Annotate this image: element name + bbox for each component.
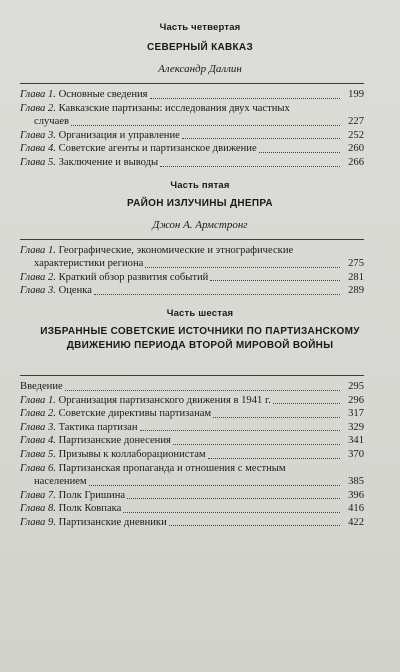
leader-dots xyxy=(210,280,340,281)
page-number: 416 xyxy=(348,503,364,515)
toc-entry[interactable] xyxy=(20,462,364,489)
leader-dots xyxy=(89,485,340,486)
toc-entry[interactable] xyxy=(20,448,364,462)
chapter-number: Глава 6. xyxy=(20,462,56,474)
leader-dots xyxy=(273,403,340,404)
leader-dots xyxy=(127,498,340,499)
chapter-title: Тактика партизан xyxy=(55,421,138,433)
chapter-title: Советские директивы партизанам xyxy=(55,408,212,420)
page-number: 341 xyxy=(348,435,364,447)
page-number: 296 xyxy=(348,394,364,406)
toc-list xyxy=(0,244,400,298)
page-number: 266 xyxy=(348,156,364,168)
leader-dots xyxy=(123,512,340,513)
part-author: Джон А. Армстронг xyxy=(152,218,248,231)
toc-entry[interactable] xyxy=(20,244,364,271)
toc-list xyxy=(0,88,400,170)
divider xyxy=(20,239,364,240)
chapter-number: Глава 2. xyxy=(20,408,56,420)
toc-entry[interactable] xyxy=(20,421,364,435)
leader-dots xyxy=(169,525,340,526)
toc-entry[interactable] xyxy=(20,434,364,448)
part-title: ИЗБРАННЫЕ СОВЕТСКИЕ ИСТОЧНИКИ ПО ПАРТИЗАНСКОМУ ДВИЖЕНИЮ ПЕРИОДА ВТОРОЙ МИРОВОЙ ВОЙНЫ xyxy=(40,325,360,351)
chapter-title: Полк Ковпака xyxy=(55,503,122,515)
page-number: 281 xyxy=(348,271,364,283)
page-number: 199 xyxy=(348,89,364,100)
chapter-title: Партизанские донесения xyxy=(55,435,171,447)
leader-dots xyxy=(150,98,340,99)
chapter-number: Глава 2. xyxy=(20,102,56,114)
leader-dots xyxy=(94,294,340,295)
chapter-number: Глава 3. xyxy=(20,129,56,141)
part-five-section xyxy=(0,180,400,298)
divider xyxy=(20,375,364,376)
toc-entry[interactable] xyxy=(20,129,364,143)
page-number: 396 xyxy=(348,489,364,501)
page-number: 317 xyxy=(348,408,364,420)
chapter-title: Партизанские дневники xyxy=(55,516,167,528)
chapter-number: Глава 7. xyxy=(20,489,56,501)
page-number: 289 xyxy=(348,285,364,297)
toc-list xyxy=(0,380,400,530)
page-number: 252 xyxy=(348,129,364,141)
part-author: Александр Даллин xyxy=(158,63,242,75)
chapter-number: Глава 5. xyxy=(20,448,56,460)
part-title: РАЙОН ИЗЛУЧИНЫ ДНЕПРА xyxy=(127,197,273,209)
toc-entry[interactable] xyxy=(20,284,364,298)
chapter-number: Глава 3. xyxy=(20,285,56,297)
chapter-title-continued: случаев xyxy=(34,116,70,128)
toc-entry[interactable] xyxy=(20,271,364,285)
leader-dots xyxy=(259,152,340,153)
chapter-number: Глава 5. xyxy=(20,156,56,168)
chapter-number: Глава 9. xyxy=(20,516,56,528)
chapter-title: Заключение и выводы xyxy=(55,156,159,168)
chapter-title: Введение xyxy=(20,380,63,392)
toc-entry[interactable] xyxy=(20,516,364,530)
leader-dots xyxy=(140,430,340,431)
leader-dots xyxy=(173,444,340,445)
part-label: Часть пятая xyxy=(170,179,230,191)
leader-dots xyxy=(213,417,340,418)
chapter-number: Глава 8. xyxy=(20,503,56,515)
chapter-number: Глава 1. xyxy=(20,89,56,100)
chapter-title: Краткий обзор развития событий xyxy=(55,271,209,283)
chapter-title: Организация партизанского движения в 1941 г. xyxy=(55,394,271,406)
toc-entry[interactable] xyxy=(20,142,364,156)
toc-entry[interactable] xyxy=(20,156,364,170)
leader-dots xyxy=(145,267,340,268)
chapter-title: Кавказские партизаны: исследования двух частных xyxy=(55,102,290,114)
chapter-title-continued: характеристики региона xyxy=(34,258,144,270)
toc-entry[interactable] xyxy=(20,102,364,129)
page-number: 370 xyxy=(348,448,364,460)
chapter-number: Глава 3. xyxy=(20,421,56,433)
part-four-section xyxy=(0,22,400,170)
part-six-section xyxy=(0,308,400,530)
toc-entry[interactable] xyxy=(20,88,364,102)
page-number: 422 xyxy=(348,516,364,528)
toc-entry[interactable] xyxy=(20,502,364,516)
chapter-title: Оценка xyxy=(55,285,92,297)
toc-entry[interactable] xyxy=(20,407,364,421)
chapter-title: Основные сведения xyxy=(55,89,148,100)
chapter-title: Партизанская пропаганда и отношения с местным xyxy=(55,462,286,474)
divider xyxy=(20,83,364,84)
page-number: 295 xyxy=(348,380,364,392)
chapter-number: Глава 4. xyxy=(20,143,56,155)
page-number: 275 xyxy=(348,258,364,270)
chapter-number: Глава 1. xyxy=(20,244,56,256)
toc-entry[interactable] xyxy=(20,394,364,408)
leader-dots xyxy=(160,166,340,167)
toc-entry[interactable] xyxy=(20,380,364,394)
chapter-title: Организация и управление xyxy=(55,129,180,141)
chapter-title: Полк Гришина xyxy=(55,489,126,501)
page-number: 260 xyxy=(348,143,364,155)
chapter-title-continued: населением xyxy=(34,476,87,488)
page-number: 227 xyxy=(348,116,364,128)
leader-dots xyxy=(182,138,340,139)
chapter-number: Глава 2. xyxy=(20,271,56,283)
toc-entry[interactable] xyxy=(20,489,364,503)
chapter-title: Советские агенты и партизанское движение xyxy=(55,143,257,155)
leader-dots xyxy=(208,458,340,459)
chapter-number: Глава 4. xyxy=(20,435,56,447)
part-title: СЕВЕРНЫЙ КАВКАЗ xyxy=(146,42,254,53)
chapter-number: Глава 1. xyxy=(20,394,56,406)
chapter-title: Географические, экономические и этнографические xyxy=(55,244,294,256)
page-number: 385 xyxy=(348,476,364,488)
chapter-title: Призывы к коллаборационистам xyxy=(55,448,206,460)
part-label: Часть четвертая xyxy=(159,22,241,33)
page-number: 329 xyxy=(348,421,364,433)
part-label: Часть шестая xyxy=(166,307,234,319)
leader-dots xyxy=(71,125,340,126)
leader-dots xyxy=(65,390,340,391)
